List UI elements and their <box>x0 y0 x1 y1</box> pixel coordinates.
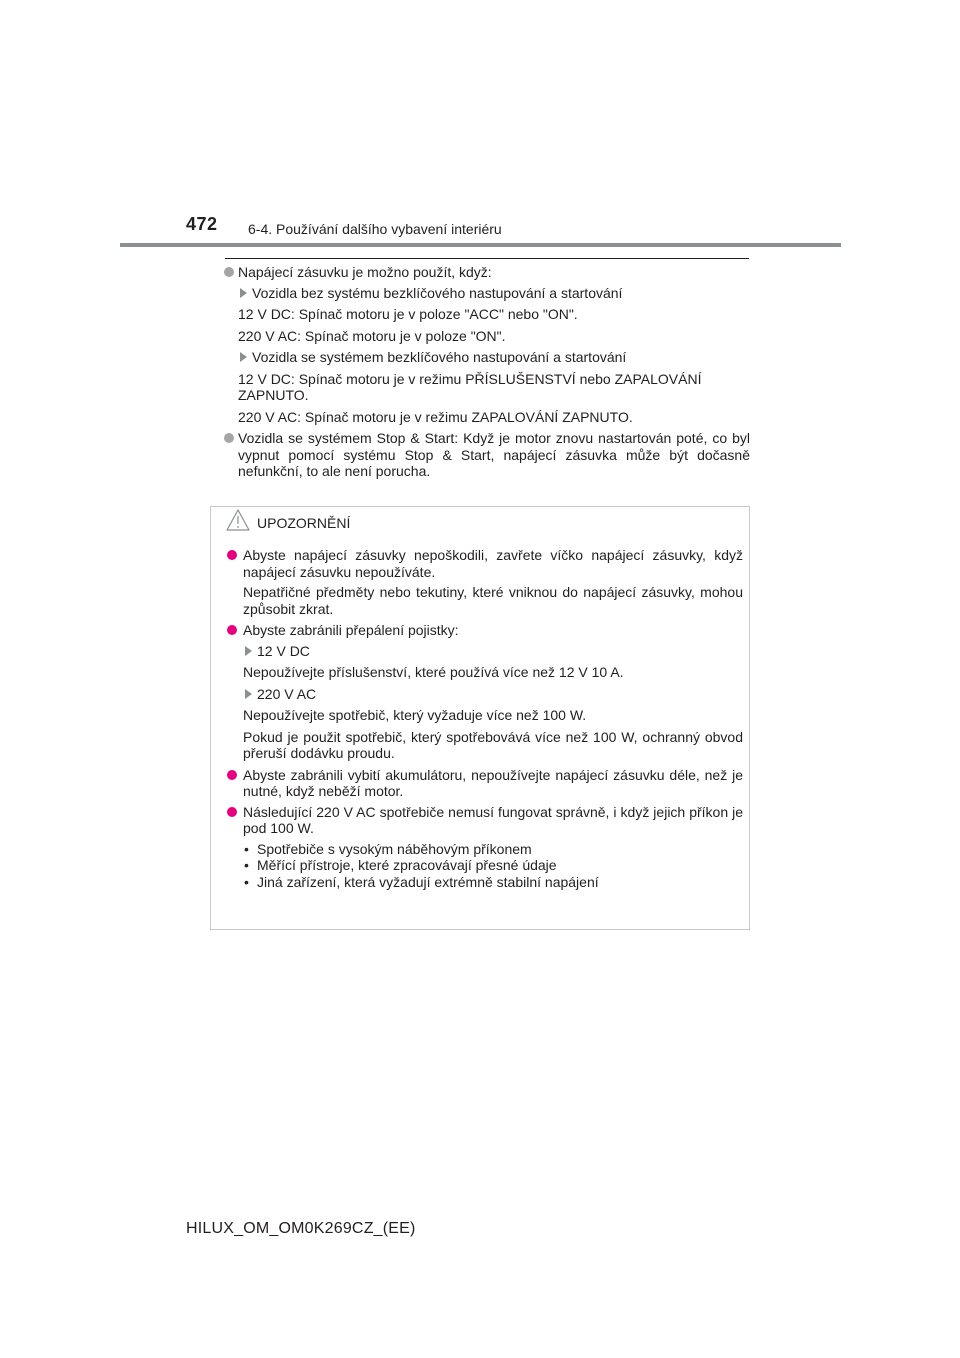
warning-item-text: Abyste zabránili vybití akumulátoru, nepoužívejte napájecí zásuvku déle, než je nutné, když neběží motor. <box>243 766 743 799</box>
warning-subheading <box>227 686 743 703</box>
warning-body <box>227 547 743 890</box>
subheading-text: 12 V DC <box>257 642 310 659</box>
list-item: • Spotřebiče s vysokým náběhovým příkonem <box>243 841 743 858</box>
warning-item <box>227 804 743 837</box>
paragraph: 220 V AC: Spínač motoru je v poloze "ON". <box>238 327 506 344</box>
warning-item <box>227 547 743 580</box>
warning-box <box>210 506 750 930</box>
page-number: 472 <box>186 214 218 234</box>
section-title: 6-4. Používání dalšího vybavení interiéru <box>248 221 502 237</box>
pink-bullet-icon <box>227 550 237 560</box>
subheading-text: 220 V AC <box>257 685 317 702</box>
group-title: Vozidla bez systému bezklíčového nastupování a startování <box>252 284 623 301</box>
bullet-usage-text: Napájecí zásuvku je možno použít, když: <box>238 264 492 280</box>
triangle-arrow-icon <box>245 689 252 699</box>
bullet-stop-start <box>224 430 750 480</box>
content-rule <box>225 258 749 259</box>
warning-triangle-icon <box>226 509 250 531</box>
paragraph: 12 V DC: Spínač motoru je v režimu PŘÍSLUŠENSTVÍ nebo ZAPALOVÁNÍ ZAPNUTO. <box>238 370 702 403</box>
list-item: • Jiná zařízení, která vyžadují extrémně stabilní napájení <box>243 874 743 891</box>
warning-paragraph: Nepatřičné předměty nebo tekutiny, které vniknou do napájecí zásuvky, mohou způsobit zkrat. <box>243 584 743 617</box>
warning-item-text: Následující 220 V AC spotřebiče nemusí fungovat správně, i když jejich příkon je pod 100 W. <box>243 803 743 836</box>
pink-bullet-icon <box>227 770 237 780</box>
warning-item-text: Abyste napájecí zásuvky nepoškodili, zavřete víčko napájecí zásuvky, když napájecí zásuvku nepoužíváte. <box>243 547 743 580</box>
group-with-keyless <box>224 349 750 366</box>
warning-paragraph: Pokud je použit spotřebič, který spotřebovává více než 100 W, ochranný obvod přeruší dodávku proudu. <box>243 728 743 761</box>
bullet-stop-start-text: Vozidla se systémem Stop & Start: Když je motor znovu nastartován poté, co byl vypnut pomocí systému Stop & Start, napájecí zásuvka může být dočasně nefunkční, to ale není porucha. <box>238 430 750 479</box>
warning-title: UPOZORNĚNÍ <box>257 515 351 531</box>
triangle-arrow-icon <box>245 646 252 656</box>
appliance-list <box>227 841 743 891</box>
warning-header <box>211 507 749 539</box>
header-rule <box>120 243 841 247</box>
warning-paragraph: Nepoužívejte příslušenství, které používá více než 12 V 10 A. <box>243 664 624 680</box>
bullet-usage <box>224 264 750 281</box>
paragraph: 12 V DC: Spínač motoru je v poloze "ACC" nebo "ON". <box>238 306 578 322</box>
document-code: HILUX_OM_OM0K269CZ_(EE) <box>186 1220 416 1237</box>
paragraph: 220 V AC: Spínač motoru je v režimu ZAPALOVÁNÍ ZAPNUTO. <box>238 408 633 425</box>
warning-subheading <box>227 643 743 660</box>
pink-bullet-icon <box>227 807 237 817</box>
list-item: • Měřící přístroje, které zpracovávají přesné údaje <box>243 857 743 874</box>
warning-item <box>227 622 743 639</box>
group-title: Vozidla se systémem bezklíčového nastupování a startování <box>252 349 627 365</box>
warning-item-text: Abyste zabránili přepálení pojistky: <box>243 622 459 638</box>
triangle-arrow-icon <box>240 288 247 298</box>
bullet-dot-icon <box>224 267 234 277</box>
bullet-dot-icon <box>224 433 234 443</box>
triangle-arrow-icon <box>240 352 247 362</box>
warning-item <box>227 767 743 800</box>
warning-paragraph: Nepoužívejte spotřebič, který vyžaduje více než 100 W. <box>243 707 587 723</box>
group-without-keyless <box>224 285 750 302</box>
main-content <box>224 264 750 484</box>
pink-bullet-icon <box>227 625 237 635</box>
